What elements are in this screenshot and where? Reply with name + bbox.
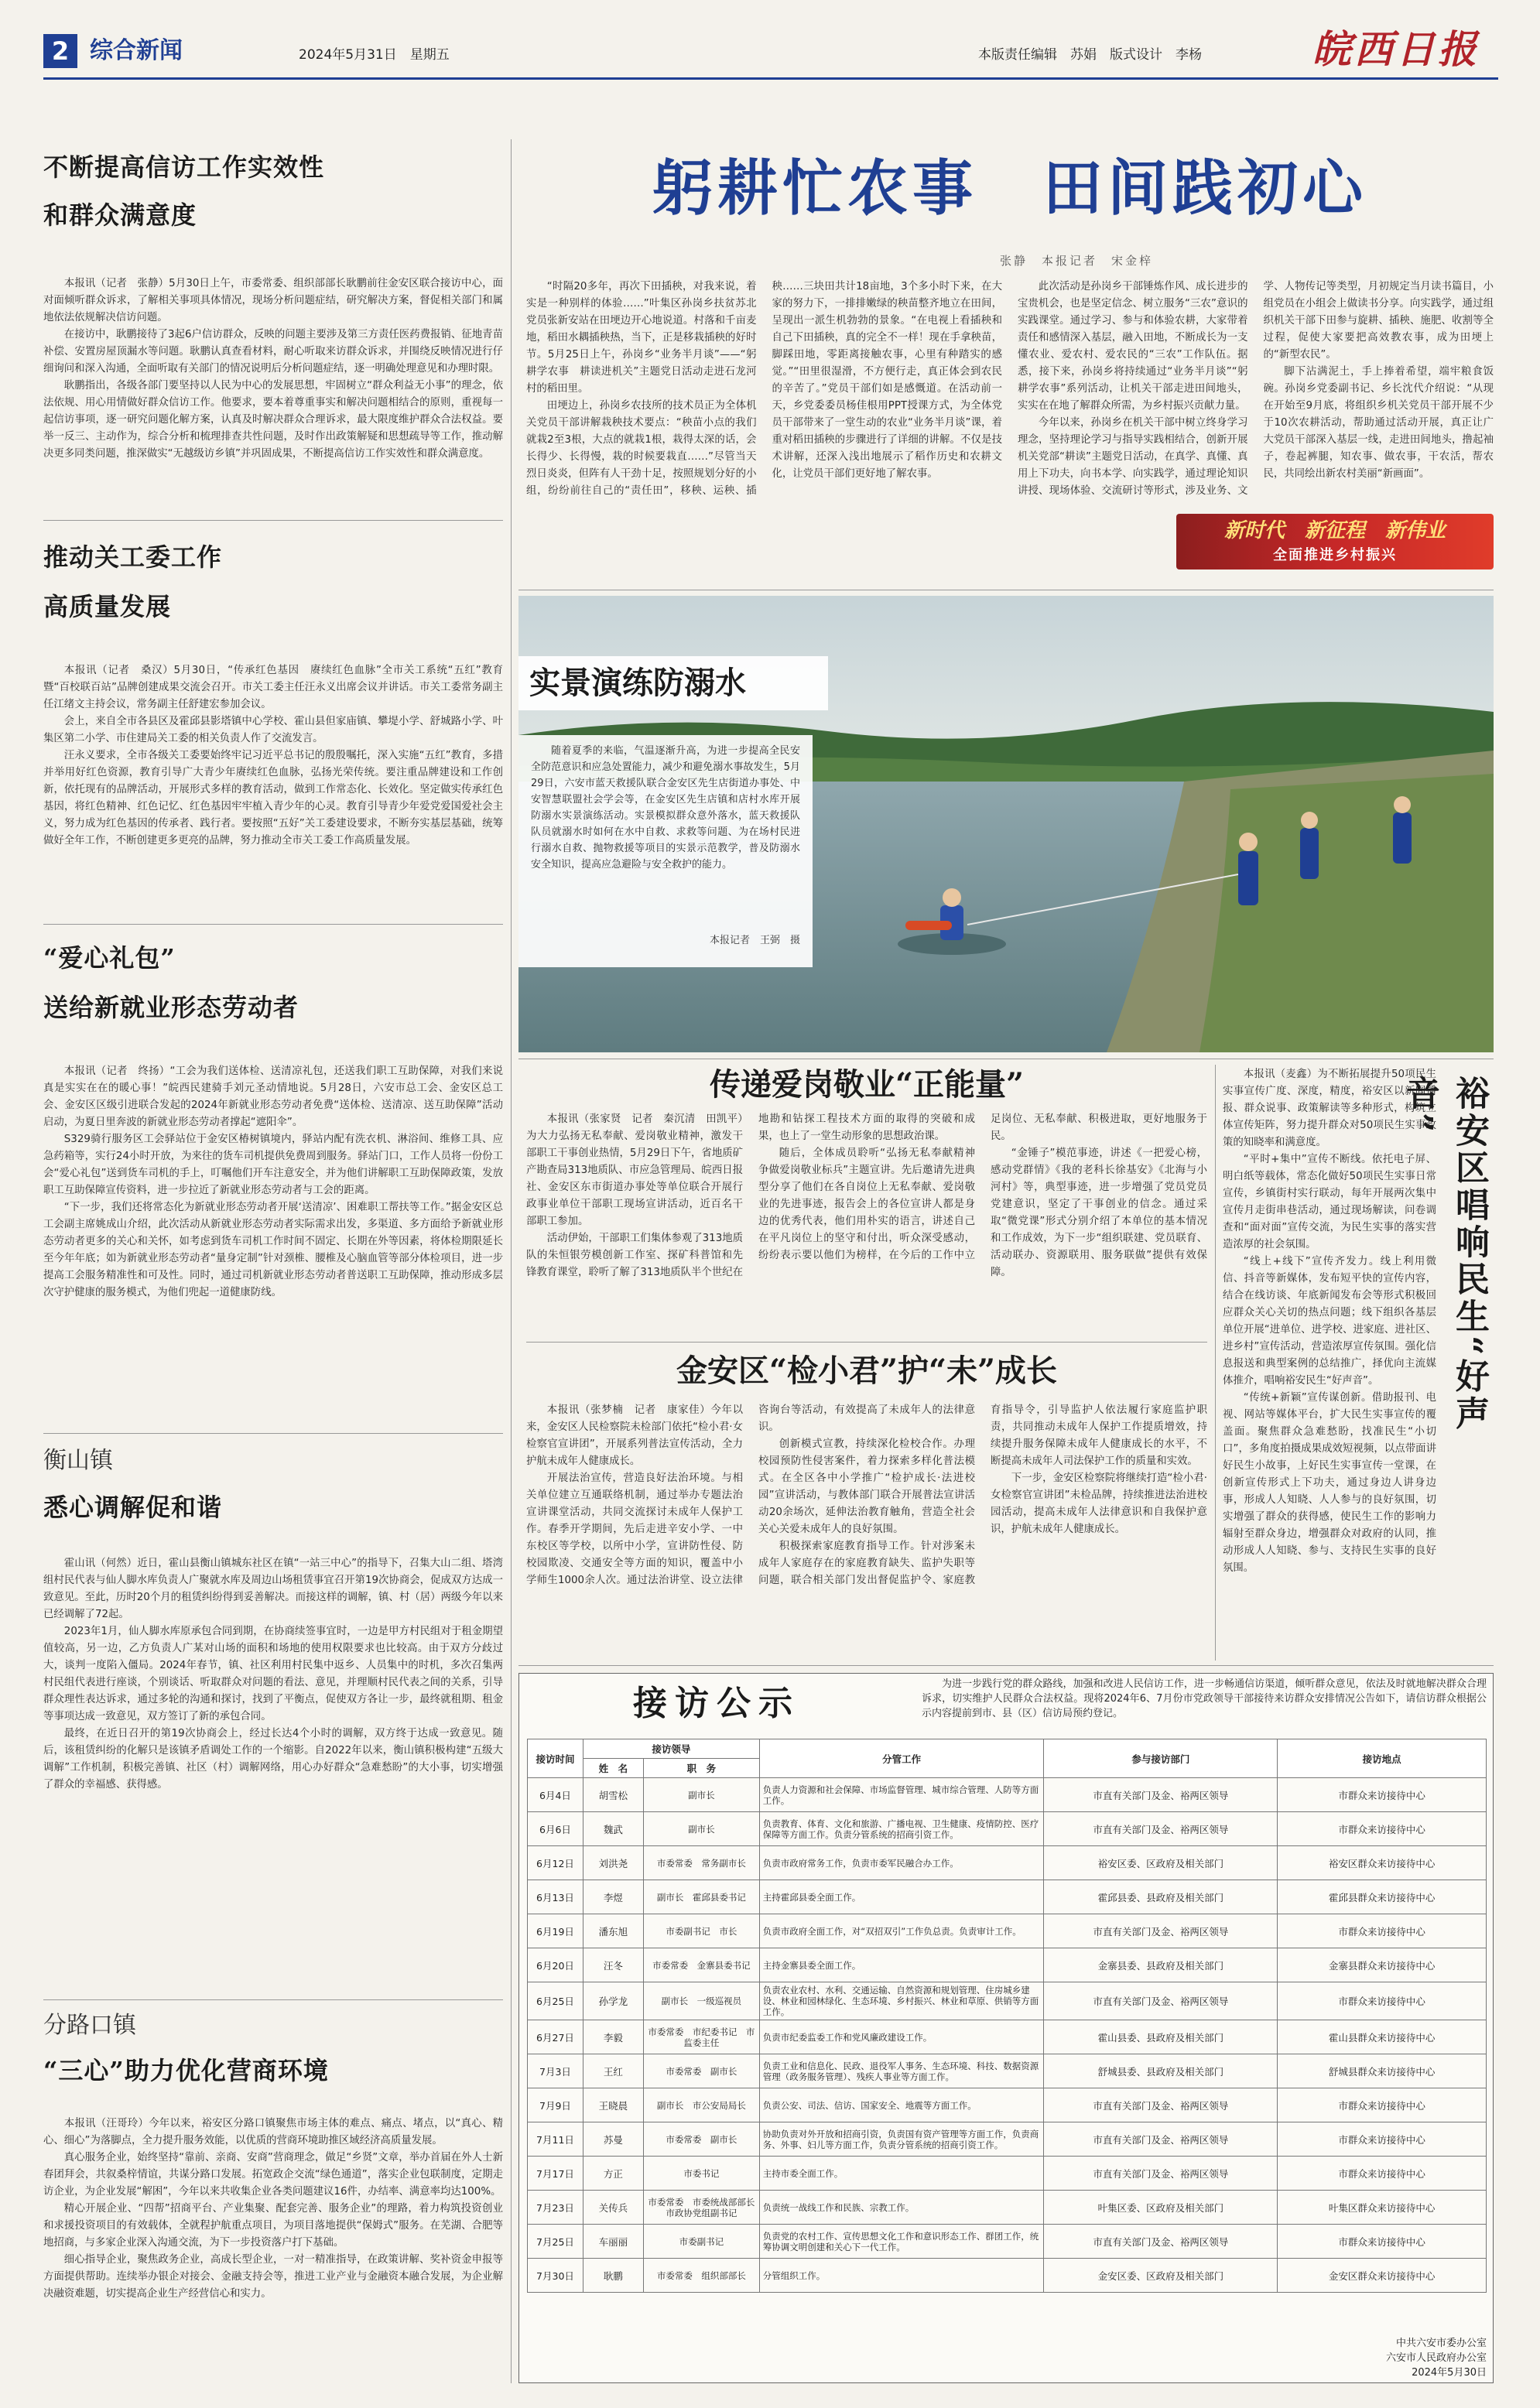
table-row <box>528 2225 1487 2259</box>
header-work: 分管工作 <box>759 1739 1044 1778</box>
cell-position: 市委常委 组织部部长 <box>643 2259 759 2293</box>
signature-line: 六安市人民政府办公室 <box>1385 2352 1487 2364</box>
cell-dept: 市直有关部门及金、裕两区领导 <box>1044 2088 1278 2122</box>
article-title-line2: 和群众满意度 <box>43 200 197 230</box>
paragraph: 耿鹏指出，各级各部门要坚持以人民为中心的发展思想，牢固树立“群众利益无小事”的理念，依法依规、用心用情做好群众信访工作。他要求，要本着尊重事实和解决问题相结合的原则，重视每一起信访事项，逐一研究问题化解方案，认真及时解决群众合理诉求，最大限度维护群众合法权益。要举一反三、主动作为，综合分析和梳理排查共性问题，及时作出政策解疑和思想疏导等工作，推动解决更多同类问题，推深做实“无越级访乡镇”并巩固成果，不断提高信访工作实效性和群众满意度。 <box>43 380 503 460</box>
paragraph: 今年以来，孙岗乡在机关干部中树立终身学习理念，坚持理论学习与指导实践相结合，创新开展机关党部“耕读”主题党日活动，在真学、真懂、真用上下功夫，向书本学、向实践学，通过理论知识讲授、现场体验、交流研讨等形式，涉及业务、文学、人物传记等类型，月初规定当月读书篇目，小组党员在小组会上做读书分享。向实践学，通过组织机关干部下田参与旋耕、插秧、施肥、收割等全过程，促使大家要把高效教农事，成为田埂上的“新型农民”。 <box>1018 281 1494 497</box>
cell-place: 市群众来访接待中心 <box>1278 2225 1487 2259</box>
paragraph: 本报讯（汪哥玲）今年以来，裕安区分路口镇聚焦市场主体的难点、痛点、堵点，以“真心、精心、细心”为落脚点，全力提升服务效能，以优质的营商环境助推区域经济高质量发展。 <box>43 2118 503 2146</box>
cell-dept: 裕安区委、区政府及相关部门 <box>1044 1846 1278 1880</box>
article-body <box>1223 1066 1436 1657</box>
paragraph: “时隔20多年，再次下田插秧，对我来说，着实是一种别样的体验……”叶集区孙岗乡扶贫苏北党员张新安站在田埂边开心地说道。村落和千亩麦地，稻田水耦插秧热，当下，正是移栽插秧的好时节。5月25日上午，孙岗乡“业务半月谈”——“躬耕学农事 耕读进机关”主题党日活动走进石龙河村的稻田里。 <box>526 281 757 395</box>
paragraph: 2023年1月，仙人脚水库原承包合同到期，在协商续签事宜时，一边是甲方村民组对于租金期望值较高，另一边，乙方负责人广某对山场的面积和场地的使用权限要求也比较高。由于双方分歧过大，谈判一度陷入僵局。2024年春节，镇、社区利用村民集中返乡、人员集中的时机，多次召集两村民组代表进行座谈，个别谈话、听取群众对问题的看法、意见，并理顺村民代表之间的关系，引导群众理性表达诉求，通过多轮的沟通和探讨，找到了平衡点，促使双方各让一步，最终就租期、租金等事项达成一致意见，双方签订了新的承包合同。 <box>43 1626 503 1722</box>
cell-work: 负责人力资源和社会保障、市场监督管理、城市综合管理、人防等方面工作。 <box>759 1778 1044 1812</box>
cell-position: 市委常委 副市长 <box>643 2122 759 2157</box>
paragraph: 创新模式宣教，持续深化检校合作。办理校园预防性侵害案件，着力探索多样化普法模式。在全区各中小学推广“检护成长·法进校园”宣讲活动，与教体部门联合开展普法宣讲活动20余场次，延伸法治教育触角，营造全社会关心关爱未成年人的良好氛围。 <box>758 1438 975 1535</box>
cell-date: 6月4日 <box>528 1778 583 1812</box>
cell-work: 负责市政府全面工作，对“双招双引”工作负总责。负责审计工作。 <box>759 1914 1044 1948</box>
cell-date: 7月30日 <box>528 2259 583 2293</box>
paragraph: “平时+集中”宣传不断线。依托电子屏、明白纸等载体，常态化做好50项民生实事日常宣传，乡镇街村实行联动，每年开展两次集中宣传月走街串巷活动，通过现场解读，问卷调查和“面对面”宣传交流，为民生实事的落实营造浓厚的社会氛围。 <box>1223 1154 1436 1250</box>
cell-position: 市委常委 副市长 <box>643 2054 759 2088</box>
cell-dept: 市直有关部门及金、裕两区领导 <box>1044 2225 1278 2259</box>
cell-name: 方正 <box>583 2157 643 2191</box>
table-row <box>528 2157 1487 2191</box>
visit-schedule-table <box>527 1739 1487 2293</box>
article-petition-work <box>43 147 503 235</box>
paragraph: 本报讯（张家贤 记者 秦沉清 田凯平）为大力弘扬无私奉献、爱岗敬业精神，激发干部职工干事创业热情，5月29日下午，省地质矿产勘查局313地质队、市应急管理局、皖西日报社、金安区东市街道办事处等单位联合开展行政事业单位干部职工现场宣讲活动，近百名干部职工参加。 <box>526 1113 743 1227</box>
cell-place: 舒城县群众来访接待中心 <box>1278 2054 1487 2088</box>
article-title: 金安区“检小君”护“未”成长 <box>676 1353 1058 1389</box>
table-row <box>528 2122 1487 2157</box>
cell-dept: 市直有关部门及金、裕两区领导 <box>1044 1778 1278 1812</box>
cell-date: 7月23日 <box>528 2191 583 2225</box>
banner-text: 新时代 新征程 新伟业 <box>1223 519 1446 542</box>
paragraph: 活动伊始，干部职工们集体参观了313地质队的朱恒银劳模创新工作室、探矿科普馆和先锋教育课堂，聆听了解了313地质队半个世纪在地勘和钻探工程技术方面的取得的突破和成果，也上了一堂生动形象的思想政治课。 <box>526 1113 975 1278</box>
paragraph: 会上，来自全市各县区及霍邱县影塔镇中心学校、霍山县但家庙镇、攀堤小学、舒城路小学、叶集区第二小学、市住建局关工委的相关负责人作了交流发言。 <box>43 716 503 744</box>
header-name: 姓 名 <box>583 1759 643 1778</box>
cell-name: 关传兵 <box>583 2191 643 2225</box>
cell-name: 魏武 <box>583 1812 643 1846</box>
notice-box <box>518 1673 1494 2383</box>
cell-date: 6月13日 <box>528 1880 583 1914</box>
cell-dept: 霍邱县委、县政府及相关部门 <box>1044 1880 1278 1914</box>
cell-name: 胡雪松 <box>583 1778 643 1812</box>
feature-byline: 张静 本报记者 宋金梓 <box>999 254 1153 268</box>
cell-place: 市群众来访接待中心 <box>1278 1778 1487 1812</box>
cell-date: 7月17日 <box>528 2157 583 2191</box>
article-title: “三心”助力优化营商环境 <box>43 2056 329 2085</box>
table-row <box>528 2054 1487 2088</box>
cell-position: 市委常委 常务副市长 <box>643 1846 759 1880</box>
cell-dept: 市直有关部门及金、裕两区领导 <box>1044 2157 1278 2191</box>
newspaper-logo: 皖西日报 <box>1312 26 1480 72</box>
article-body <box>526 1111 1207 1336</box>
cell-name: 汪冬 <box>583 1948 643 1982</box>
cell-position: 市委常委 市委统战部部长 市政协党组副书记 <box>643 2191 759 2225</box>
town-label: 衡山镇 <box>43 1447 113 1474</box>
banner-subtext: 全面推进乡村振兴 <box>1273 547 1397 563</box>
vertical-article-title: 裕安区唱响民生“好声音” <box>1400 1076 1489 1433</box>
cell-work: 主持市委全面工作。 <box>759 2157 1044 2191</box>
cell-position: 市委副书记 <box>643 2225 759 2259</box>
drowning-drill-photo <box>518 596 1494 1052</box>
section-name: 综合新闻 <box>90 37 183 64</box>
paragraph: 细心指导企业，聚焦政务企业，高成长型企业，一对一精准指导，在政策讲解、奖补资金申报等方面提供帮助。连续举办银企对接会、金融支持会等，推进工业产业与金融资本融合发展，为企业解决融资难题，切实提高企业生产经营信心和实力。 <box>43 2254 503 2300</box>
article-title-line1: “爱心礼包” <box>43 943 176 973</box>
issue-date: 2024年5月31日 星期五 <box>299 47 450 63</box>
table-row <box>528 2020 1487 2054</box>
cell-position: 副市长 霍邱县委书记 <box>643 1880 759 1914</box>
cell-place: 市群众来访接待中心 <box>1278 2122 1487 2157</box>
cell-dept: 霍山县委、县政府及相关部门 <box>1044 2020 1278 2054</box>
table-row <box>528 2259 1487 2293</box>
cell-place: 金安区群众来访接待中心 <box>1278 2259 1487 2293</box>
table-row <box>528 2088 1487 2122</box>
paragraph: 本报讯（记者 桑汉）5月30日，“传承红色基因 赓续红色血脉”全市关工系统“五红”教育暨“百校联百站”品牌创建成果交流会召开。市关工委主任汪永义出席会议并讲话。市关工委常务副主任江绪文主持会议，常务副主任舒建宏参加会议。 <box>43 665 503 710</box>
cell-name: 李煜 <box>583 1880 643 1914</box>
cell-date: 7月9日 <box>528 2088 583 2122</box>
cell-date: 6月25日 <box>528 1982 583 2020</box>
paragraph: “传统+新颖”宣传谋创新。借助报刊、电视、网站等媒体平台，扩大民生实事宣传的覆盖面。聚焦群众急难愁盼，找准民生“小切口”，多角度拍摄成果成效短视频，以点带面讲好民生小故事，上好民生实事宣传一堂课，在创新宣传形式上下功夫，通过身边人讲身边事，形成人人知晓、人人参与的良好氛围，切实增强了群众的获得感，使民生工作的影响力辐射至群众身边，增强群众对政府的认同，推动形成人人知晓、参与、支持民生实事的良好氛围。 <box>1223 1392 1436 1574</box>
article-title-line2: 送给新就业形态劳动者 <box>43 993 299 1022</box>
paragraph: 最终，在近日召开的第19次协商会上，经过长达4个小时的调解，双方终于达成一致意见。随后，该租赁纠纷的化解只是该镇矛盾调处工作的一个缩影。自2022年以来，衡山镇积极构建“五级大调解”工作机制，积极完善镇、社区（村）调解网络，用心办好群众“急难愁盼”的大小事，切实增强了群众的幸福感、获得感。 <box>43 1728 503 1791</box>
cell-dept: 市直有关部门及金、裕两区领导 <box>1044 1982 1278 2020</box>
paragraph: 本报讯（记者 终扬）“工会为我们送体检、送清凉礼包，还送我们职工互助保障，对我们来说真是实实在在的暖心事！”皖西民建骑手刘元圣动情地说。5月28日，六安市总工会、金安区总工会、金安区区级引进联合发起的2024年新就业形态劳动者免费“送体检、送清凉、送互助保障”活动启动，为夏日里奔波的新就业形态劳动者撑起“遮阳伞”。 <box>43 1065 503 1128</box>
cell-name: 苏曼 <box>583 2122 643 2157</box>
cell-work: 负责工业和信息化、民政、退役军人事务、生态环境、科技、数据资源管理（政务服务管理）、残疾人事业等方面工作。 <box>759 2054 1044 2088</box>
article-love-gift <box>43 938 503 1028</box>
photo-title-text: 实景演练防溺水 <box>529 665 746 701</box>
cell-work: 负责统一战线工作和民族、宗教工作。 <box>759 2191 1044 2225</box>
feature-headline: 躬耕忙农事 田间践初心 <box>652 153 1367 224</box>
paragraph: 下一步，金安区检察院将继续打造“检小君·女检察官宣讲团”未检品牌，持续推进法治进校园活动，提高未成年人法律意识和自我保护意识，护航未成年人健康成长。 <box>991 1473 1207 1535</box>
cell-position: 副市长 <box>643 1778 759 1812</box>
cell-work: 负责市纪委监委工作和党风廉政建设工作。 <box>759 2020 1044 2054</box>
cell-place: 裕安区群众来访接待中心 <box>1278 1846 1487 1880</box>
cell-date: 6月20日 <box>528 1948 583 1982</box>
paragraph: 脚下沾满泥土，手上捧着希望，端牢粮食饭碗。孙岗乡党委副书记、乡长沈代介绍说：“从现在开始至9月底，将组织乡机关党员干部开展不少于10次农耕活动，帮助通过活动开展，真正让广大党员干部深入基层一线，走进田间地头，撸起袖子，卷起裤腿，知农事、做农事，干农活，帮农民，共同绘出新农村美丽“新画面”。 <box>1263 366 1494 480</box>
article-body <box>43 2116 503 2379</box>
cell-name: 刘洪尧 <box>583 1846 643 1880</box>
cell-position: 副市长 <box>643 1812 759 1846</box>
table-row <box>528 1812 1487 1846</box>
cell-work: 负责党的农村工作、宣传思想文化工作和意识形态工作、群团工作，统筹协调文明创建和关心下一代工作。 <box>759 2225 1044 2259</box>
cell-place: 市群众来访接待中心 <box>1278 1812 1487 1846</box>
signature-date: 2024年5月30日 <box>1412 2367 1487 2379</box>
header-date: 接访时间 <box>528 1739 583 1778</box>
cell-date: 6月19日 <box>528 1914 583 1948</box>
paragraph: 此次活动是孙岗乡干部锤炼作风、成长进步的宝贵机会，也是坚定信念、树立服务“三农”意识的实践课堂。通过学习、参与和体验农耕，大家带着责任和感情深入基层，融入田地，不断成长为一支懂农业、爱农村、爱农民的“三农”工作队伍。据悉，接下来，孙岗乡将持续通过“业务半月谈”“躬耕学农事”系列活动，让机关干部走进田间地头，实实在在地了解群众所需，为乡村振兴贡献力量。 <box>1018 281 1248 412</box>
cell-date: 6月12日 <box>528 1846 583 1880</box>
paragraph: 本报讯（记者 张静）5月30日上午，市委常委、组织部部长耿鹏前往金安区联合接访中心，面对面倾听群众诉求，了解相关事项具体情况，现场分析问题症结，研究解决方案，督促相关部门和属地依法依规解决信访问题。 <box>43 278 503 323</box>
cell-work: 负责农业农村、水利、交通运输、自然资源和规划管理、住房城乡建设、林业和园林绿化、生态环境、乡村振兴、林业和草原、供销等方面工作。 <box>759 1982 1044 2020</box>
paragraph: 积极探索家庭教育指导工作。针对涉案未成年人家庭存在的家庭教育缺失、监护失职等问题，联合相关部门发出督促监护令、家庭教育指导令，引导监护人依法履行家庭监护职责，共同推动未成年人保护工作提质增效，持续提升服务保障未成年人健康成长的水平，不断提高未成年人司法保护工作的质量和实效。 <box>758 1404 1207 1586</box>
article-title-line2: 高质量发展 <box>43 592 172 621</box>
notice-intro: 为进一步践行党的群众路线，加强和改进人民信访工作，进一步畅通信访渠道，倾听群众意见，依法及时就地解决群众合理诉求，切实维护人民群众合法权益。现将2024年6、7月份市党政领导干部接待来访群众安排情况公告如下，请信访群众根据公示内容提前到市、县（区）信访局预约登记。 <box>922 1678 1487 1719</box>
paragraph: 随后，全体成员聆听“弘扬无私奉献精神 争做爱岗敬业标兵”主题宣讲。先后邀请先进典型分享了他们在各自岗位上无私奉献、爱岗敬业的先进事迹，报告会上的各位宣讲人都是身边的优秀代表，他们用朴实的语言，讲述自己在平凡岗位上的坚守和付出，听众深受感动，纷纷表示要以他们为榜样，在今后的工作中立足岗位、无私奉献、积极进取，更好地服务于民。 <box>758 1113 1207 1261</box>
header-leader: 接访领导 <box>583 1739 759 1759</box>
cell-date: 6月27日 <box>528 2020 583 2054</box>
cell-position: 市委副书记 市长 <box>643 1914 759 1948</box>
cell-dept: 市直有关部门及金、裕两区领导 <box>1044 1812 1278 1846</box>
cell-name: 车丽丽 <box>583 2225 643 2259</box>
cell-work: 负责市政府常务工作，负责市委军民融合办工作。 <box>759 1846 1044 1880</box>
cell-work: 主持霍邱县委全面工作。 <box>759 1880 1044 1914</box>
table-row <box>528 1778 1487 1812</box>
cell-dept: 市直有关部门及金、裕两区领导 <box>1044 2122 1278 2157</box>
article-body <box>43 1555 503 1989</box>
photo-credit: 本报记者 王弼 摄 <box>709 935 800 946</box>
cell-name: 王红 <box>583 2054 643 2088</box>
cell-dept: 金安区委、区政府及相关部门 <box>1044 2259 1278 2293</box>
article-body <box>526 1402 1207 1657</box>
table-row <box>528 1914 1487 1948</box>
cell-position: 市委常委 市纪委书记 市监委主任 <box>643 2020 759 2054</box>
table-row <box>528 1982 1487 2020</box>
rural-revitalization-banner <box>1176 514 1494 570</box>
cell-name: 王晓晨 <box>583 2088 643 2122</box>
editor-credits: 本版责任编辑 苏娟 版式设计 李杨 <box>978 47 1202 63</box>
header-dept: 参与接访部门 <box>1044 1739 1278 1778</box>
cell-place: 市群众来访接待中心 <box>1278 2088 1487 2122</box>
cell-date: 7月25日 <box>528 2225 583 2259</box>
table-header-row <box>528 1739 1487 1759</box>
page-number: 2 <box>51 36 70 66</box>
paragraph: 汪永义要求，全市各级关工委要始终牢记习近平总书记的殷殷嘱托，深入实施“五红”教育，多措并举用好红色资源，教育引导广大青少年赓续红色血脉，弘扬光荣传统。要注重品牌建设和工作创新，依托现有的品牌活动，开展形式多样的教育活动，做到工作常态化、长效化。坚定做实传承红色基因，将红色精神、红色记忆、红色基因牢牢植入青少年的心灵。教育引导青少年爱党爱国爱社会主义，努力成为红色基因的传承者、践行者。要按照“五好”关工委建设要求，不断夯实基层基础，统筹做好全年工作，不断创建更多更亮的品牌，努力推动全市关工委工作高质量发展。 <box>43 750 503 847</box>
page-number-badge <box>43 34 77 68</box>
cell-place: 市群众来访接待中心 <box>1278 1982 1487 2020</box>
cell-work: 负责教育、体育、文化和旅游、广播电视、卫生健康、疫情防控、医疗保障等方面工作。负责分管系统的招商引资工作。 <box>759 1812 1044 1846</box>
town-label: 分路口镇 <box>43 2012 136 2039</box>
cell-position: 市委常委 金寨县委书记 <box>643 1948 759 1982</box>
notice-title: 接访公示 <box>633 1684 800 1723</box>
paragraph: “金锤子”模范事迹，讲述《一把爱心榜，感动党群情》《我的老科长徐基安》《北海与小河村》等，典型事迹，进一步增强了党员党员党建意识，坚定了干事创业的信念。通过采取“微党课”形式分别介绍了本单位的基本情况和工作成效，为下一步“组织联建、党员联育、活动联办、资源联用、服务联做”提供有效保障。 <box>991 1148 1207 1278</box>
cell-work: 协助负责对外开放和招商引资，负责国有资产管理等方面工作，负责商务、外事、妇儿等方面工作，负责分管系统的招商引资工作。 <box>759 2122 1044 2157</box>
cell-name: 耿鹏 <box>583 2259 643 2293</box>
paragraph: S329骑行服务区工会驿站位于金安区椿树镇境内，驿站内配有洗衣机、淋浴间、维修工具、应急药箱等，实行24小时开放，为来往的货车司机提供免费周到服务。驿站门口，工作人员将一份份工会“爱心礼包”送到货车司机的手上，叮嘱他们开车注意安全，并为他们讲解职工互助保障政策，发放职工互助保障宣传资料，进一步拉近了新就业形态劳动者与工会的距离。 <box>43 1134 503 1196</box>
cell-date: 7月11日 <box>528 2122 583 2157</box>
cell-work: 负责公安、司法、信访、国家安全、地震等方面工作。 <box>759 2088 1044 2122</box>
paragraph: 本报讯（张梦楠 记者 康家佳）今年以来，金安区人民检察院未检部门依托“检小君·女检察官宣讲团”，开展系列普法宣传活动，全力护航未成年人健康成长。 <box>526 1404 743 1467</box>
cell-dept: 舒城县委、县政府及相关部门 <box>1044 2054 1278 2088</box>
paragraph: 开展法治宣传，营造良好法治环境。与相关单位建立互通联络机制，通过举办专题法治宣讲课堂活动，共同交流探讨未成年人保护工作。春季开学期间，先后走进辛安小学、一中东校区等学校，以所中小学，宣讲防性侵、防校园欺凌、交通安全等方面的知识，覆盖中小学师生1000余人次。通过法治讲堂、设立法律咨询台等活动，有效提高了未成年人的法律意识。 <box>526 1404 975 1586</box>
paragraph: “线上+线下”宣传齐发力。线上利用微信、抖音等新媒体，发布短平快的宣传内容，结合在线访谈、年底新闻发布会等形式积极回应群众关心关切的热点问题；线下组织各基层单位开展“进单位、进学校、进家庭、进社区、进乡村”宣传活动，营造浓厚宣传氛围。强化信息报送和典型案例的总结推广，择优向主流媒体推介，唱响裕安民生“好声音”。 <box>1223 1256 1436 1387</box>
cell-place: 市群众来访接待中心 <box>1278 1914 1487 1948</box>
article-title-line1: 不断提高信访工作实效性 <box>43 152 325 182</box>
photo-title <box>518 656 828 710</box>
notice-signature <box>1324 2336 1487 2380</box>
cell-place: 市群众来访接待中心 <box>1278 2157 1487 2191</box>
article-body <box>43 662 503 915</box>
cell-place: 霍山县群众来访接待中心 <box>1278 2020 1487 2054</box>
cell-place: 金寨县群众来访接待中心 <box>1278 1948 1487 1982</box>
cell-work: 主持金寨县委全面工作。 <box>759 1948 1044 1982</box>
article-body <box>43 275 503 514</box>
paragraph: “下一步，我们还将常态化为新就业形态劳动者开展‘送清凉’、困难职工帮扶等工作。”据金安区总工会副主席姚成山介绍，此次活动从新就业形态劳动者实际需求出发，多渠道、多方面给予新就业形态劳动者更多的关心和关怀，如考虑到货车司机工作时间不固定、长期在外等因素，将体检期限延长至今年年底；如为新就业形态劳动者“量身定制”针对颈椎、腰椎及心脑血管等部分体检项目，进一步提高工会服务精准性和可及性。同时，通过司机新就业形态劳动者普送职工互助保障，推动形成多层次守护健康的服务模式，为他们兜起一道健康防线。 <box>43 1202 503 1298</box>
cell-place: 霍邱县群众来访接待中心 <box>1278 1880 1487 1914</box>
paragraph: 霍山讯（何然）近日，霍山县衡山镇城东社区在镇“一站三中心”的指导下，召集大山二组、塔湾组村民代表与仙人脚水库负责人广聚就水库及周边山场租赁事宜召开第19次协商会，促成双方达成一致意见。至此，历时20个月的租赁纠纷得到妥善解决。而接这样的调解，镇、村（居）两级今年以来已经调解了72起。 <box>43 1558 503 1620</box>
cell-place: 叶集区群众来访接待中心 <box>1278 2191 1487 2225</box>
paragraph: 田埂边上，孙岗乡农技所的技术员正为全体机关党员干部讲解栽秧技术要点：“秧苗小点的我们就栽2至3根，大点的就栽1根，栽得太深的话，会长得少、长得慢，栽的时候要栽直……”尽管当天烈日炎炎，但阵有人干劲十足，按照规划分好的小组，纷纷前往自己的“责任田”，移秧、运秧、插秧……三块田共计18亩地，3个多小时下来，在大家的努力下，一排排嫩绿的秧苗整齐地立在田间，呈现出一派生机勃勃的景象。“在电视上看插秧和自己下田插秧，真的完全不一样！现在手拿秧苗，脚踩田地，零距离接触农事，心里有种踏实的感觉。”“田里很湿滑，不方便行走，真正体会到农民的辛苦了。”党员干部们如是感慨道。在活动前一天，乡党委委员杨佳根用PPT授课方式，为全体党员干部带来了一堂生动的农业“业务半月谈”课，着重对稻田插秧的步骤进行了详细的讲解。不仅是技术讲解，还深入浅出地展示了稻作历史和农耕文化，让党员干部们更好地了解农事。 <box>526 281 1002 497</box>
cell-name: 李毅 <box>583 2020 643 2054</box>
cell-dept: 市直有关部门及金、裕两区领导 <box>1044 1914 1278 1948</box>
table-row <box>528 1846 1487 1880</box>
paragraph: 本报讯（麦鑫）为不断拓展提升50项民生实事宣传广度、深度，精度，裕安区以新闻播报、群众说事、政策解读等多种形式，构筑立体宣传矩阵，努力提升群众对50项民生实事政策的知晓率和满意度。 <box>1223 1069 1436 1148</box>
table-row <box>528 2191 1487 2225</box>
paragraph: 真心服务企业，始终坚持“靠前、亲商、安商”营商理念，做足“乡贤”文章，举办首届在外人士新春团拜会，共叙桑梓情谊，共谋分路口发展。拓宽政企交流“绿色通道”，落实企业包联制度，定期走访企业，为企业发展“解困”，今年以来共收集企业各类问题建议16件，办结率、满意率均达100%。 <box>43 2152 503 2198</box>
cell-dept: 叶集区委、区政府及相关部门 <box>1044 2191 1278 2225</box>
signature-line: 中共六安市委办公室 <box>1395 2338 1487 2349</box>
table-row <box>528 1948 1487 1982</box>
cell-position: 副市长 一级巡视员 <box>643 1982 759 2020</box>
cell-date: 7月3日 <box>528 2054 583 2088</box>
article-title-line1: 推动关工委工作 <box>43 542 223 572</box>
article-body <box>43 1063 503 1422</box>
cell-position: 市委书记 <box>643 2157 759 2191</box>
rescuer-figure <box>1238 833 1258 905</box>
cell-dept: 金寨县委、县政府及相关部门 <box>1044 1948 1278 1982</box>
header-position: 职 务 <box>643 1759 759 1778</box>
paragraph: 精心开展企业、“四帮”招商平台、产业集聚、配套完善、服务企业”的理路，着力构筑投资创业和求援投资项目的有效载体，全就程护航重点项目，为项目落地提供“保姆式”服务。在芜湖、合肥等地招商，与多家企业深入沟通交流，为下一步投资落户打下基础。 <box>43 2203 503 2249</box>
article-youth-committee <box>43 537 503 627</box>
paragraph: 在接访中，耿鹏接待了3起6户信访群众，反映的问题主要涉及第三方责任医药费报销、征地青苗补偿、安置房屋顶漏水等问题。耿鹏认真查看材料，耐心听取来访群众诉求，并围绕反映情况进行仔细询问和深入沟通，全面听取有关部门的情况说明后分析问题症结，逐一明确处理意见和办理时限。 <box>43 329 503 375</box>
cell-name: 潘东旭 <box>583 1914 643 1948</box>
cell-work: 分管组织工作。 <box>759 2259 1044 2293</box>
cell-name: 孙学龙 <box>583 1982 643 2020</box>
article-title: 传递爱岗敬业“正能量” <box>709 1066 1024 1103</box>
photo-caption: 随着夏季的来临，气温逐渐升高，为进一步提高全民安全防范意识和应急处置能力，减少和避免溺水事故发生，5月29日，六安市蓝天救援队联合金安区先生店街道办事处、中安智慧联盟社会学会等，在金安区先生店镇和店村水库开展防溺水实景演练活动。实景模拟群众意外落水，蓝天救援队队员就溺水时如何在水中自救、求救等问题、为在场村民进行溺水自救、抛物救援等项目的实景示范教学，普及防溺水安全知识，提高应急避险与安全救护的能力。 <box>531 745 800 871</box>
cell-date: 6月6日 <box>528 1812 583 1846</box>
header-place: 接访地点 <box>1278 1739 1487 1778</box>
photo-caption-box <box>518 735 813 967</box>
table-row <box>528 1880 1487 1914</box>
cell-position: 副市长 市公安局局长 <box>643 2088 759 2122</box>
masthead <box>43 26 1498 72</box>
article-title: 悉心调解促和谐 <box>43 1493 223 1522</box>
